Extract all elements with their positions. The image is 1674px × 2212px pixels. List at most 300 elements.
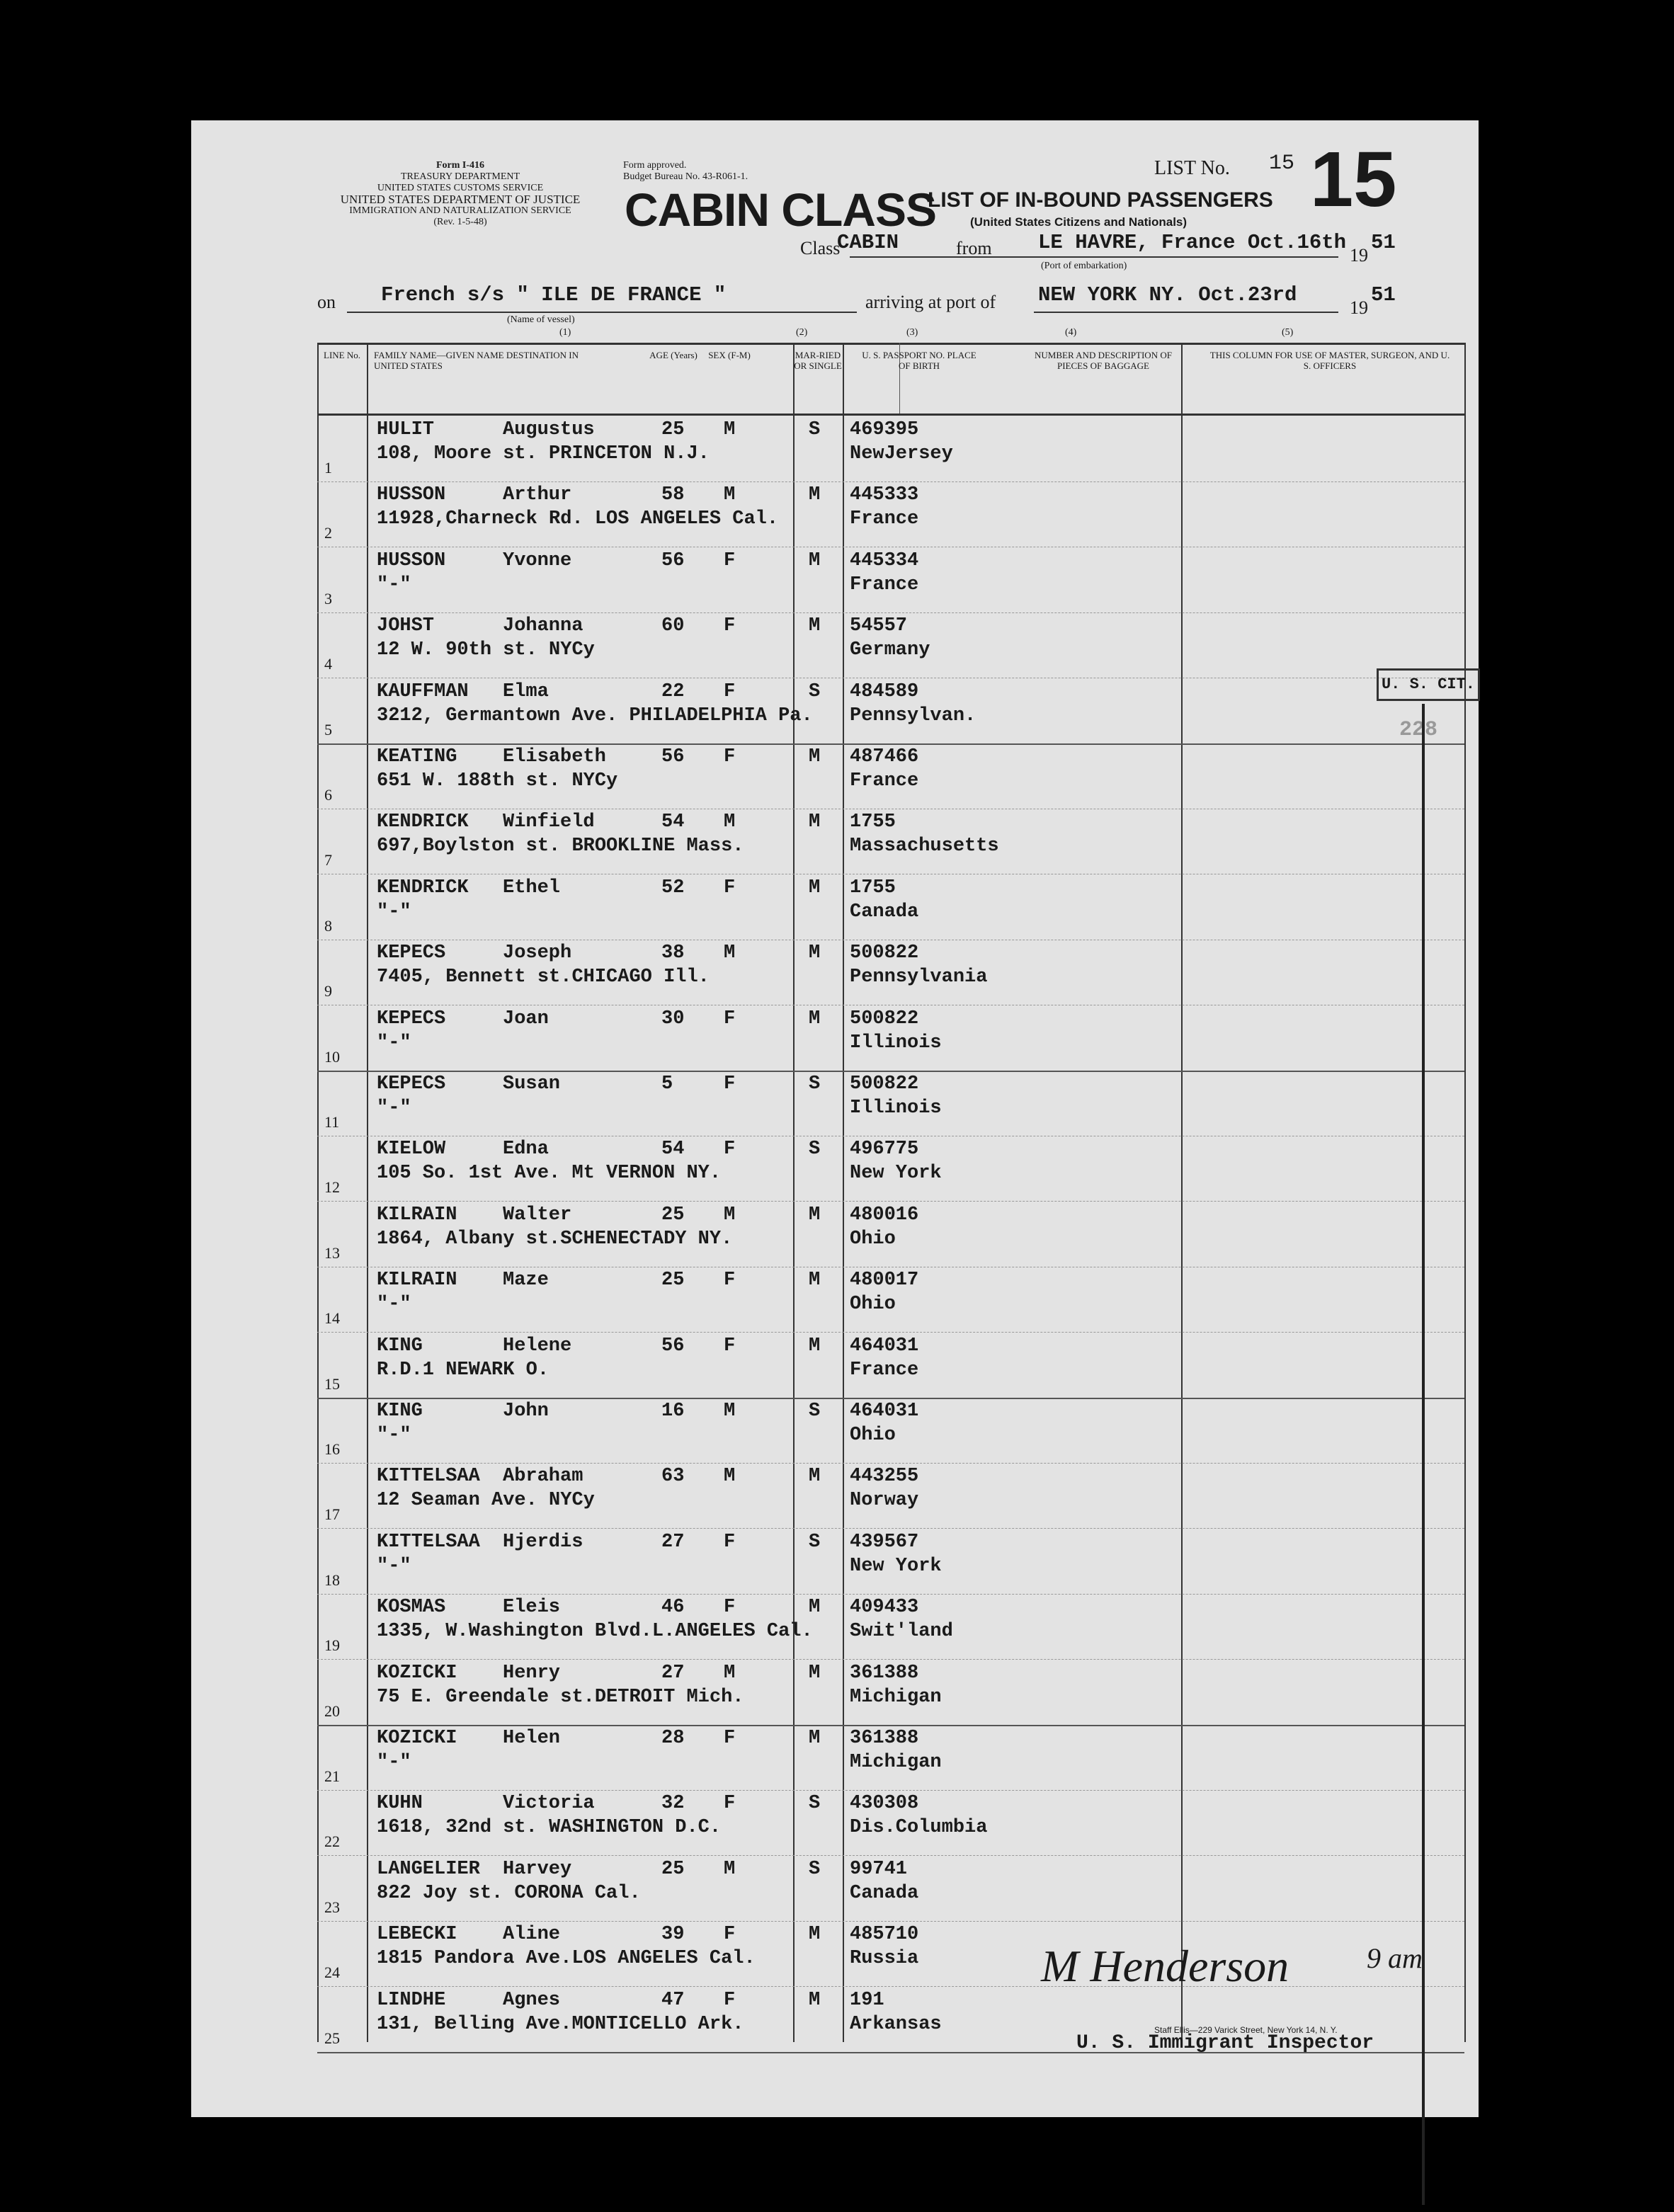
line-number: 19	[324, 1636, 340, 1655]
destination-address: 697,Boylston st. BROOKLINE Mass.	[377, 836, 744, 857]
line-number: 15	[324, 1374, 340, 1393]
destination-address: "-"	[377, 1294, 411, 1316]
place-of-birth: Canada	[850, 1882, 919, 1904]
marital-status: M	[809, 746, 821, 768]
family-name: JOHST	[377, 615, 435, 637]
table-row	[317, 547, 1464, 613]
binder-hole	[126, 1416, 163, 1453]
given-name: Abraham	[503, 1466, 583, 1488]
destination-address: "-"	[377, 1098, 411, 1119]
given-name: Susan	[503, 1073, 561, 1095]
line-number: 4	[324, 655, 332, 673]
table-row	[317, 1202, 1464, 1267]
family-name: LINDHE	[377, 1989, 446, 2011]
year-1: 51	[1371, 231, 1396, 254]
binder-hole	[126, 1204, 163, 1241]
passport-number: 409433	[850, 1597, 919, 1619]
column-number-2: (2)	[796, 327, 808, 338]
vessel-value: French s/s " ILE DE FRANCE "	[381, 283, 727, 307]
place-of-birth: France	[850, 508, 919, 530]
family-name: KEPECS	[377, 1073, 446, 1095]
column-number-4: (4)	[1065, 327, 1077, 338]
place-of-birth: France	[850, 1359, 919, 1381]
form-department-block	[312, 160, 609, 228]
approval-block	[623, 160, 748, 183]
family-name: KITTELSAA	[377, 1531, 480, 1553]
destination-address: "-"	[377, 574, 411, 595]
passport-number: 480016	[850, 1204, 919, 1226]
place-of-birth: Pennsylvan.	[850, 705, 976, 726]
age: 28	[661, 1728, 685, 1749]
age: 25	[661, 1858, 685, 1880]
age: 63	[661, 1466, 685, 1488]
given-name: Helene	[503, 1335, 572, 1357]
given-name: Ethel	[503, 877, 561, 899]
form-number: Form I-416	[435, 160, 485, 171]
given-name: Augustus	[503, 419, 595, 440]
from-value: LE HAVRE, France Oct.16th	[1038, 231, 1347, 254]
header-married: MAR-RIED OR SINGLE	[794, 350, 842, 371]
table-row	[317, 1725, 1464, 1791]
table-row	[317, 1660, 1464, 1726]
passport-number: 191	[850, 1989, 884, 2011]
marital-status: M	[809, 1335, 821, 1357]
marital-status: S	[809, 1531, 821, 1553]
age: 47	[661, 1989, 685, 2011]
given-name: Arthur	[503, 484, 572, 506]
vessel-note: (Name of vessel)	[507, 314, 575, 325]
header-passport: U. S. PASSPORT NO. PLACE OF BIRTH	[862, 350, 976, 371]
passport-number: 1755	[850, 811, 896, 833]
marital-status: M	[809, 615, 821, 637]
family-name: KING	[377, 1335, 423, 1357]
family-name: KITTELSAA	[377, 1466, 480, 1488]
list-number-label: LIST No.	[1154, 157, 1230, 179]
arriving-label: arriving at port of	[865, 292, 996, 312]
marital-status: M	[809, 1466, 821, 1488]
age: 16	[661, 1401, 685, 1422]
marital-status: M	[809, 877, 821, 899]
given-name: Maze	[503, 1270, 549, 1292]
place-of-birth: Illinois	[850, 1098, 942, 1119]
signature-time: 9 am	[1367, 1942, 1423, 1974]
column-number-3: (3)	[906, 327, 918, 338]
age: 25	[661, 1204, 685, 1226]
list-title: LIST OF IN-BOUND PASSENGERS	[928, 188, 1273, 212]
passport-number: 54557	[850, 615, 908, 637]
line-number: 18	[324, 1570, 340, 1589]
line-number: 22	[324, 1832, 340, 1851]
given-name: Hjerdis	[503, 1531, 583, 1553]
family-name: KOSMAS	[377, 1597, 446, 1619]
table-row	[317, 940, 1464, 1005]
passport-number: 445334	[850, 549, 919, 571]
class-value: CABIN	[837, 231, 899, 254]
port-note: (Port of embarkation)	[1041, 261, 1127, 271]
age: 56	[661, 746, 685, 768]
given-name: Henry	[503, 1662, 561, 1684]
sex: F	[724, 877, 736, 899]
line-number: 1	[324, 459, 332, 477]
given-name: Elma	[503, 680, 549, 702]
marital-status: M	[809, 549, 821, 571]
passport-number: 500822	[850, 942, 919, 964]
family-name: KILRAIN	[377, 1270, 457, 1292]
header-officers: THIS COLUMN FOR USE OF MASTER, SURGEON, AND U. S. OFFICERS	[1209, 350, 1450, 371]
printer-credit: Staff Ellis—229 Varick Street, New York 14, N. Y.	[1154, 2025, 1338, 2035]
dept-justice: UNITED STATES DEPARTMENT OF JUSTICE	[340, 193, 581, 206]
sex: F	[724, 1989, 736, 2011]
sex: F	[724, 1924, 736, 1946]
age: 27	[661, 1531, 685, 1553]
place-of-birth: Illinois	[850, 1032, 942, 1054]
place-of-birth: Germany	[850, 639, 930, 661]
header-name: FAMILY NAME—GIVEN NAME DESTINATION IN UNITED STATES	[374, 350, 579, 371]
line-number: 13	[324, 1243, 340, 1262]
sex: F	[724, 1531, 736, 1553]
binder-hole	[126, 637, 163, 674]
place-of-birth: Pennsylvania	[850, 967, 988, 988]
line-number: 7	[324, 851, 332, 870]
table-row	[317, 809, 1464, 874]
marital-status: M	[809, 1662, 821, 1684]
family-name: KEATING	[377, 746, 457, 768]
sex: F	[724, 1793, 736, 1815]
marital-status: M	[809, 1597, 821, 1619]
marital-status: M	[809, 811, 821, 833]
table-row	[317, 1136, 1464, 1202]
table-header-border	[317, 414, 1464, 416]
age: 56	[661, 1335, 685, 1357]
marital-status: S	[809, 1793, 821, 1815]
line-number: 6	[324, 786, 332, 804]
passport-number: 430308	[850, 1793, 919, 1815]
age: 25	[661, 1270, 685, 1292]
sex: F	[724, 615, 736, 637]
line-number: 3	[324, 589, 332, 608]
place-of-birth: Ohio	[850, 1425, 896, 1446]
sex: F	[724, 1270, 736, 1292]
line-number: 20	[324, 1701, 340, 1720]
marital-status: S	[809, 680, 821, 702]
passport-number: 500822	[850, 1073, 919, 1095]
place-of-birth: Michigan	[850, 1686, 942, 1708]
line-number: 9	[324, 982, 332, 1000]
place-of-birth: France	[850, 574, 919, 595]
given-name: Elisabeth	[503, 746, 606, 768]
passenger-count: 228	[1399, 718, 1438, 742]
marital-status: M	[809, 1204, 821, 1226]
marital-status: M	[809, 1270, 821, 1292]
place-of-birth: France	[850, 770, 919, 792]
sex: F	[724, 1335, 736, 1357]
age: 54	[661, 1139, 685, 1161]
marital-status: M	[809, 1008, 821, 1030]
age: 58	[661, 484, 685, 506]
line-number: 11	[324, 1113, 340, 1131]
place-of-birth: New York	[850, 1555, 942, 1577]
sex: F	[724, 746, 736, 768]
passport-number: 484589	[850, 680, 919, 702]
table-row	[317, 1267, 1464, 1333]
family-name: HUSSON	[377, 549, 446, 571]
age: 54	[661, 811, 685, 833]
line-number: 25	[324, 2029, 340, 2047]
line-number: 14	[324, 1309, 340, 1328]
destination-address: 105 So. 1st Ave. Mt VERNON NY.	[377, 1163, 722, 1185]
table-row	[317, 1398, 1464, 1464]
family-name: LEBECKI	[377, 1924, 457, 1946]
header-sex: SEX (F-M)	[708, 350, 751, 360]
binder-hole	[126, 1990, 163, 2026]
manifest-page	[191, 120, 1479, 2117]
family-name: KAUFFMAN	[377, 680, 469, 702]
destination-address: 822 Joy st. CORONA Cal.	[377, 1882, 641, 1904]
passport-number: 99741	[850, 1858, 908, 1880]
destination-address: 1618, 32nd st. WASHINGTON D.C.	[377, 1817, 722, 1839]
sex: M	[724, 811, 736, 833]
passport-number: 500822	[850, 1008, 919, 1030]
age: 5	[661, 1073, 673, 1095]
age: 46	[661, 1597, 685, 1619]
class-label: Class	[800, 238, 841, 258]
table-row	[317, 678, 1464, 744]
given-name: Winfield	[503, 811, 595, 833]
arriving-value: NEW YORK NY. Oct.23rd	[1038, 283, 1297, 307]
age: 39	[661, 1924, 685, 1946]
form-approved: Form approved.	[623, 160, 687, 171]
sex: F	[724, 1728, 736, 1749]
place-of-birth: Russia	[850, 1948, 919, 1970]
place-of-birth: Norway	[850, 1490, 919, 1512]
list-number-typed: 15	[1269, 152, 1295, 176]
sex: F	[724, 1073, 736, 1095]
passport-number: 496775	[850, 1139, 919, 1161]
us-citizen-stamp: U. S. CIT.	[1377, 668, 1480, 701]
dept-treasury: TREASURY DEPARTMENT	[400, 171, 520, 182]
passport-number: 1755	[850, 877, 896, 899]
table-row	[317, 1333, 1464, 1398]
destination-address: 12 Seaman Ave. NYCy	[377, 1490, 595, 1512]
binder-hole	[126, 1083, 163, 1120]
given-name: Yvonne	[503, 549, 572, 571]
sex: M	[724, 1858, 736, 1880]
inspector-signature: M Henderson	[1041, 1941, 1289, 1991]
marital-status: M	[809, 942, 821, 964]
table-top-border	[317, 343, 1464, 345]
passport-number: 464031	[850, 1401, 919, 1422]
line-number: 23	[324, 1898, 340, 1916]
family-name: HUSSON	[377, 484, 446, 506]
place-of-birth: Arkansas	[850, 2013, 942, 2035]
sex: M	[724, 942, 736, 964]
table-row	[317, 1594, 1464, 1660]
destination-address: 1864, Albany st.SCHENECTADY NY.	[377, 1228, 733, 1250]
line-number: 12	[324, 1178, 340, 1197]
destination-address: "-"	[377, 1555, 411, 1577]
marital-status: S	[809, 1858, 821, 1880]
place-of-birth: New York	[850, 1163, 942, 1185]
sex: F	[724, 680, 736, 702]
sex: M	[724, 1466, 736, 1488]
age: 30	[661, 1008, 685, 1030]
from-label: from	[956, 238, 992, 258]
line-number: 24	[324, 1963, 340, 1982]
list-number-stamp: 15	[1310, 136, 1397, 223]
officer-check-line	[1422, 704, 1425, 2205]
place-of-birth: Massachusetts	[850, 836, 999, 857]
family-name: KOZICKI	[377, 1728, 457, 1749]
given-name: Joan	[503, 1008, 549, 1030]
destination-address: "-"	[377, 1032, 411, 1054]
table-row	[317, 1463, 1464, 1529]
column-number-1: (1)	[559, 327, 571, 338]
age: 22	[661, 680, 685, 702]
inspector-title: U. S. Immigrant Inspector	[1076, 2032, 1374, 2054]
given-name: Helen	[503, 1728, 561, 1749]
passport-number: 487466	[850, 746, 919, 768]
destination-address: "-"	[377, 901, 411, 923]
binder-hole	[126, 297, 163, 334]
passport-number: 439567	[850, 1531, 919, 1553]
binder-hole	[126, 1869, 163, 1906]
sex: M	[724, 419, 736, 440]
given-name: Johanna	[503, 615, 583, 637]
age: 27	[661, 1662, 685, 1684]
passport-number: 480017	[850, 1270, 919, 1292]
destination-address: 131, Belling Ave.MONTICELLO Ark.	[377, 2013, 744, 2035]
destination-address: "-"	[377, 1425, 411, 1446]
given-name: John	[503, 1401, 549, 1422]
age: 38	[661, 942, 685, 964]
destination-address: "-"	[377, 1752, 411, 1773]
binder-hole	[126, 1537, 163, 1573]
family-name: KENDRICK	[377, 877, 469, 899]
family-name: HULIT	[377, 419, 435, 440]
given-name: Eleis	[503, 1597, 561, 1619]
marital-status: M	[809, 1989, 821, 2011]
destination-address: 1815 Pandora Ave.LOS ANGELES Cal.	[377, 1948, 756, 1970]
destination-address: 3212, Germantown Ave. PHILADELPHIA Pa.	[377, 705, 813, 726]
passport-number: 485710	[850, 1924, 919, 1946]
place-of-birth: Michigan	[850, 1752, 942, 1773]
line-number: 10	[324, 1047, 340, 1066]
given-name: Aline	[503, 1924, 561, 1946]
header-age: AGE (Years)	[649, 350, 698, 360]
given-name: Harvey	[503, 1858, 572, 1880]
table-row	[317, 1921, 1464, 1987]
family-name: KING	[377, 1401, 423, 1422]
table-row	[317, 874, 1464, 940]
given-name: Walter	[503, 1204, 572, 1226]
passport-number: 469395	[850, 419, 919, 440]
budget-bureau: Budget Bureau No. 43-R061-1.	[623, 171, 748, 182]
passport-number: 361388	[850, 1728, 919, 1749]
sex: F	[724, 1597, 736, 1619]
family-name: KEPECS	[377, 1008, 446, 1030]
age: 52	[661, 877, 685, 899]
table-row	[317, 1790, 1464, 1856]
age: 25	[661, 419, 685, 440]
destination-address: R.D.1 NEWARK O.	[377, 1359, 550, 1381]
dept-customs: UNITED STATES CUSTOMS SERVICE	[377, 183, 544, 193]
line-number: 8	[324, 916, 332, 935]
table-row	[317, 1529, 1464, 1595]
sex: F	[724, 549, 736, 571]
marital-status: S	[809, 1073, 821, 1095]
table-row	[317, 612, 1464, 678]
family-name: LANGELIER	[377, 1858, 480, 1880]
table-row	[317, 1856, 1464, 1922]
marital-status: S	[809, 419, 821, 440]
marital-status: S	[809, 1139, 821, 1161]
age: 32	[661, 1793, 685, 1815]
marital-status: S	[809, 1401, 821, 1422]
destination-address: 75 E. Greendale st.DETROIT Mich.	[377, 1686, 744, 1708]
binder-hole	[126, 184, 163, 221]
family-name: KILRAIN	[377, 1204, 457, 1226]
line-number: 2	[324, 524, 332, 542]
form-revision: (Rev. 1-5-48)	[433, 217, 487, 227]
sex: F	[724, 1008, 736, 1030]
line-number: 17	[324, 1505, 340, 1524]
line-number: 16	[324, 1440, 340, 1458]
place-of-birth: Swit'land	[850, 1621, 953, 1643]
sex: M	[724, 484, 736, 506]
table-row	[317, 1005, 1464, 1071]
passport-number: 464031	[850, 1335, 919, 1357]
dept-immigration: IMMIGRATION AND NATURALIZATION SERVICE	[349, 205, 571, 216]
binder-hole	[126, 758, 163, 794]
family-name: KIELOW	[377, 1139, 446, 1161]
passport-number: 445333	[850, 484, 919, 506]
destination-address: 1335, W.Washington Blvd.L.ANGELES Cal.	[377, 1621, 813, 1643]
place-of-birth: Dis.Columbia	[850, 1817, 988, 1839]
table-row	[317, 743, 1464, 809]
on-label: on	[317, 292, 336, 312]
destination-address: 7405, Bennett st.CHICAGO Ill.	[377, 967, 710, 988]
cabin-class-stamp: CABIN CLASS	[625, 183, 937, 236]
table-row	[317, 481, 1464, 547]
destination-address: 11928,Charneck Rd. LOS ANGELES Cal.	[377, 508, 779, 530]
table-row	[317, 1071, 1464, 1136]
given-name: Edna	[503, 1139, 549, 1161]
family-name: KEPECS	[377, 942, 446, 964]
place-of-birth: Ohio	[850, 1228, 896, 1250]
sex: M	[724, 1662, 736, 1684]
year-prefix-1: 19	[1350, 245, 1368, 266]
place-of-birth: NewJersey	[850, 443, 953, 464]
destination-address: 12 W. 90th st. NYCy	[377, 639, 595, 661]
age: 56	[661, 549, 685, 571]
given-name: Agnes	[503, 1989, 561, 2011]
passport-number: 361388	[850, 1662, 919, 1684]
given-name: Victoria	[503, 1793, 595, 1815]
line-number: 21	[324, 1767, 340, 1785]
list-subtitle: (United States Citizens and Nationals)	[970, 215, 1188, 229]
destination-address: 651 W. 188th st. NYCy	[377, 770, 618, 792]
sex: F	[724, 1139, 736, 1161]
header-line-no: LINE No.	[324, 350, 360, 360]
place-of-birth: Canada	[850, 901, 919, 923]
family-name: KENDRICK	[377, 811, 469, 833]
marital-status: M	[809, 1924, 821, 1946]
place-of-birth: Ohio	[850, 1294, 896, 1316]
column-number-5: (5)	[1282, 327, 1294, 338]
family-name: KUHN	[377, 1793, 423, 1815]
year-2: 51	[1371, 283, 1396, 307]
family-name: KOZICKI	[377, 1662, 457, 1684]
